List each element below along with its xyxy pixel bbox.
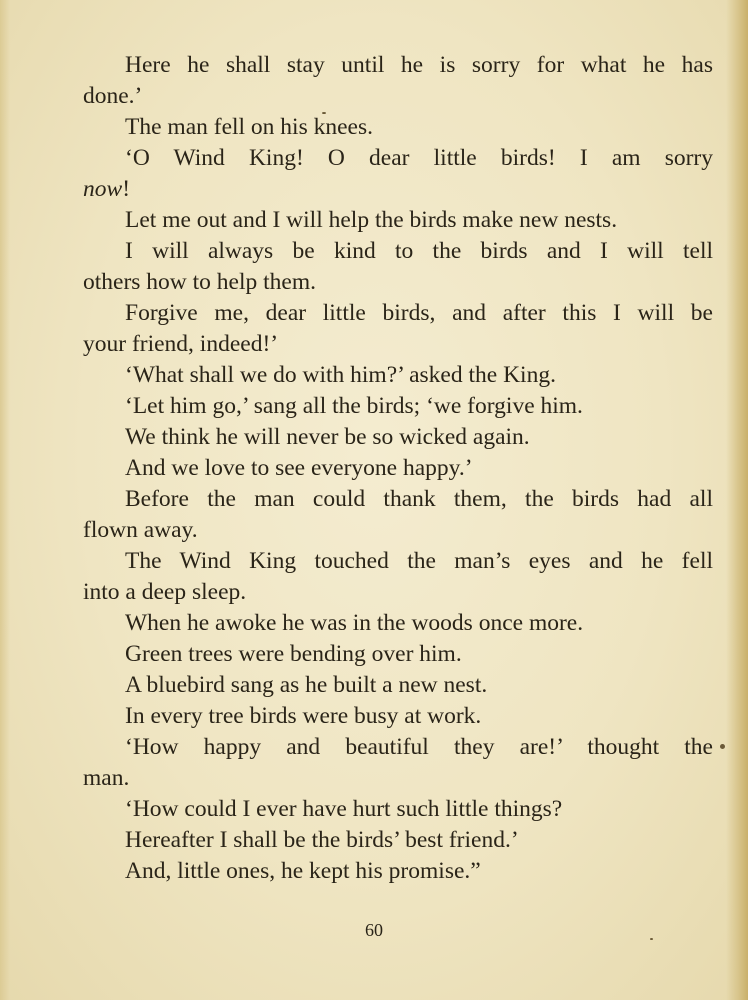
text-line: We think he will never be so wicked again. (125, 424, 530, 450)
text-line: ‘Let him go,’ sang all the birds; ‘we forgive him. (125, 393, 583, 419)
text-line: ‘O Wind King! O dear little birds! I am sorry (125, 145, 713, 171)
text-line: Let me out and I will help the birds make new nests. (125, 207, 618, 233)
page-edge-right (726, 0, 748, 1000)
text-line: ‘What shall we do with him?’ asked the King. (125, 362, 556, 388)
text-line: In every tree birds were busy at work. (125, 703, 482, 729)
text-line: done.’ (83, 83, 143, 109)
story-text (83, 50, 713, 887)
print-speck (650, 938, 653, 940)
text-line: Here he shall stay until he is sorry for what he has (125, 52, 713, 78)
text-line: into a deep sleep. (83, 579, 247, 605)
text-line: The man fell on his knees. (125, 114, 373, 140)
page-edge-left (0, 0, 10, 1000)
print-speck (322, 112, 326, 114)
text-line: And, little ones, he kept his promise.” (125, 858, 481, 884)
text-line (83, 174, 713, 205)
text-line: A bluebird sang as he built a new nest. (125, 672, 488, 698)
text-line: The Wind King touched the man’s eyes and he fell (125, 548, 713, 574)
text-line: Green trees were bending over him. (125, 641, 462, 667)
text-line: man. (83, 765, 130, 791)
text-line: And we love to see everyone happy.’ (125, 455, 473, 481)
text-line: Hereafter I shall be the birds’ best friend.’ (125, 827, 519, 853)
text-line: ‘How could I ever have hurt such little things? (125, 796, 563, 822)
text-line: others how to help them. (83, 269, 317, 295)
text-line: I will always be kind to the birds and I will tell (125, 238, 713, 264)
text-line: Forgive me, dear little birds, and after this I will be (125, 300, 713, 326)
text-line: ‘How happy and beautiful they are!’ thought the (125, 734, 713, 760)
text-line: When he awoke he was in the woods once more. (125, 610, 584, 636)
print-speck (720, 744, 725, 749)
line-remainder: ! (122, 176, 131, 202)
text-line: Before the man could thank them, the birds had all (125, 486, 713, 512)
italic-word: now (83, 176, 123, 202)
page-number: 60 (365, 920, 383, 940)
text-line: flown away. (83, 517, 198, 543)
text-line: your friend, indeed!’ (83, 331, 279, 357)
